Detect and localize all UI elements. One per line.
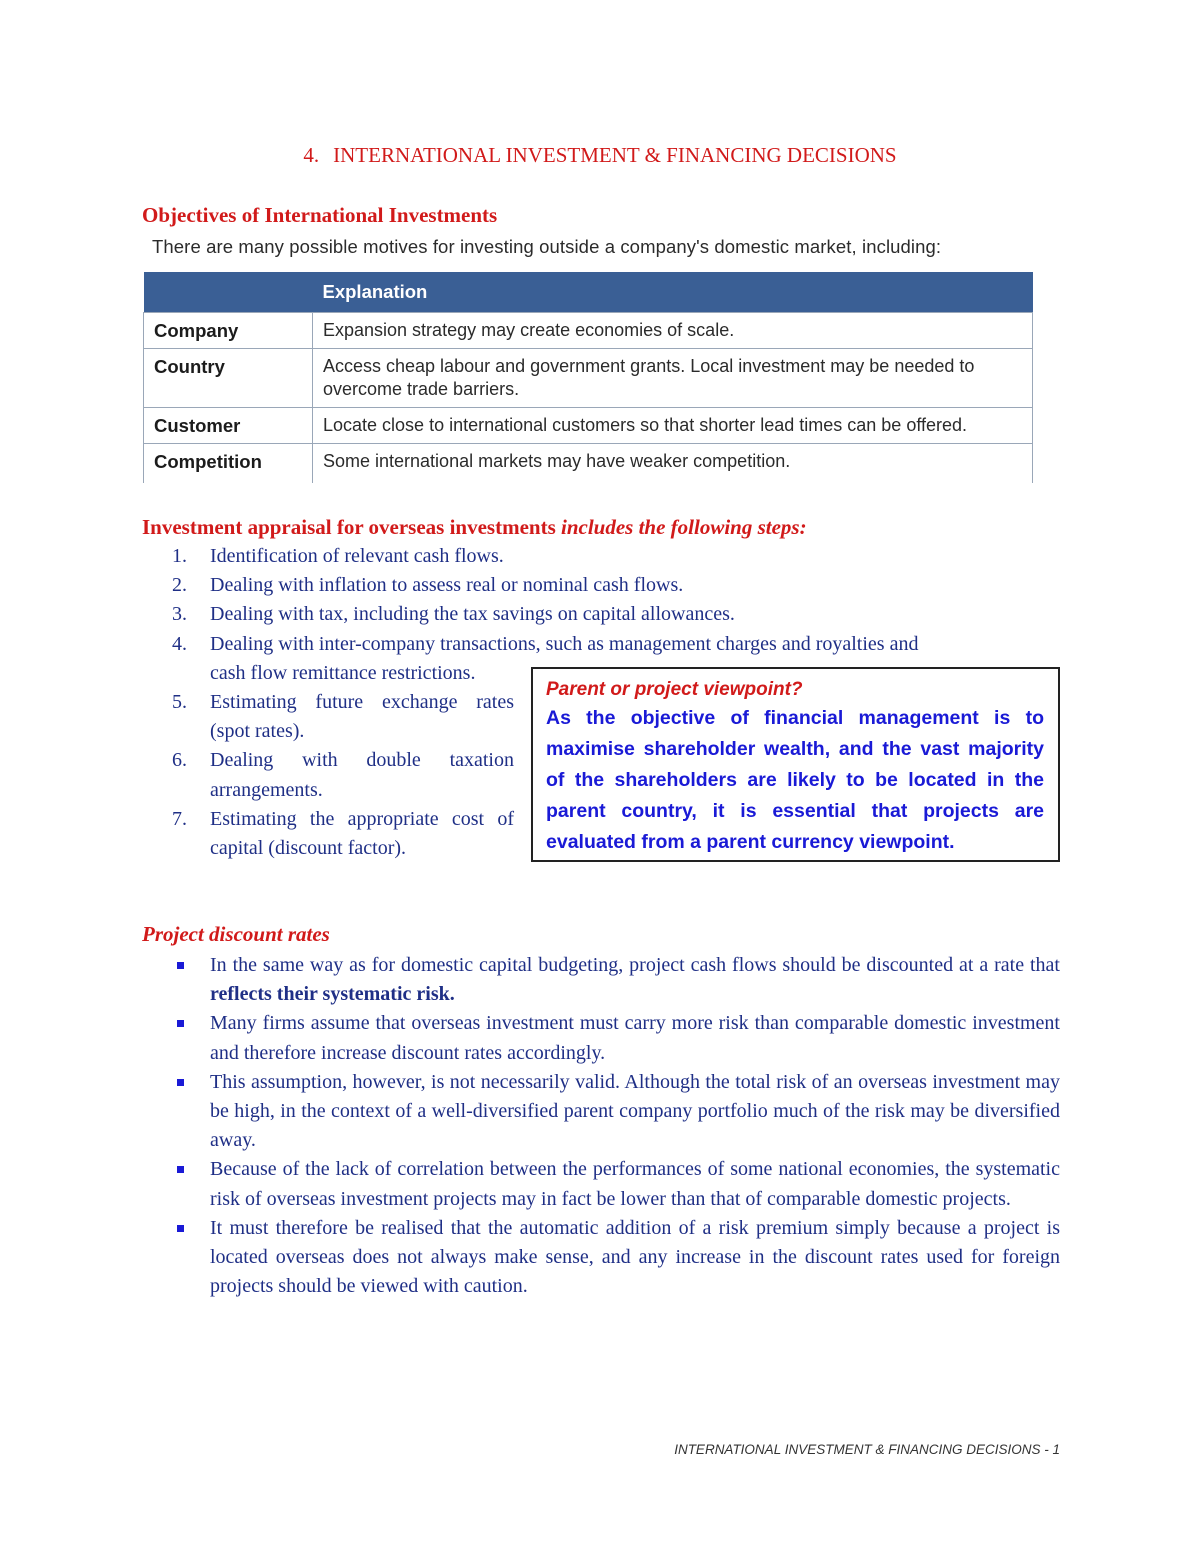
row-key-country: Country [144, 349, 313, 408]
appraisal-title [142, 515, 807, 540]
bullet-text: Because of the lack of correlation between the performances of some national economies, the systematic risk of overseas investment projects may in fact be lower than that of comparable domestic projects. [210, 1158, 1060, 1210]
heading-number: 4. [303, 143, 320, 167]
row-key-company: Company [144, 313, 313, 349]
viewpoint-callout-box [531, 667, 1060, 862]
table-header-blank [144, 272, 313, 313]
row-key-customer: Customer [144, 408, 313, 444]
step-text: Identification of relevant cash flows. [210, 545, 504, 567]
bullet-bold-text: reflects their systematic risk. [210, 983, 455, 1006]
step-text: Dealing with inflation to assess real or nominal cash flows. [210, 574, 684, 597]
row-explanation-country: Access cheap labour and government grants. Local investment may be needed to overcome trade barriers. [313, 349, 1033, 408]
bullet-square-icon [177, 962, 184, 969]
table-row [144, 349, 1033, 408]
bullet-square-icon [177, 1079, 184, 1086]
table-row [144, 313, 1033, 349]
step-number: 2. [172, 574, 187, 597]
step-text-line1: Dealing with inter-company transactions, such as management charges and royalties and [210, 632, 919, 655]
discount-rates-list [172, 951, 1060, 1301]
step-text: Dealing with double taxation arrangements. [210, 749, 514, 801]
list-item [172, 1155, 1060, 1213]
discount-rates-title: Project discount rates [142, 922, 330, 946]
list-item [172, 542, 1060, 571]
step-number: 3. [172, 603, 187, 626]
motives-table [143, 272, 1033, 483]
bullet-square-icon [177, 1166, 184, 1173]
list-item [172, 1068, 1060, 1156]
row-explanation-competition: Some international markets may have weaker competition. [313, 444, 1033, 484]
objectives-intro: There are many possible motives for investing outside a company's domestic market, including: [152, 236, 942, 257]
callout-title: Parent or project viewpoint? [546, 679, 803, 700]
bullet-text: It must therefore be realised that the automatic addition of a risk premium simply because a project is located overseas does not always make sense, and any increase in the discount rates used for foreign projects should be viewed with caution. [210, 1216, 1060, 1298]
appraisal-title-plain: Investment appraisal for overseas investments [142, 515, 561, 539]
callout-body: As the objective of financial management is to maximise shareholder wealth, and the vast majority of the shareholders are likely to be located in the parent country, it is essential that projects are evaluated from a parent currency viewpoint. [546, 707, 1044, 853]
objectives-title: Objectives of International Investments [142, 203, 498, 227]
step-text: Estimating future exchange rates (spot rates). [210, 691, 514, 743]
step-text-rest: cash flow remittance restrictions. [210, 661, 476, 684]
step-number: 1. [172, 545, 187, 567]
step-text: Estimating the appropriate cost of capital (discount factor). [210, 807, 514, 860]
heading-text: INTERNATIONAL INVESTMENT & FINANCING DECISIONS [333, 143, 897, 167]
step-number: 6. [172, 749, 187, 772]
appraisal-title-italic: includes the following steps: [561, 515, 807, 539]
page-footer: INTERNATIONAL INVESTMENT & FINANCING DECISIONS - 1 [674, 1442, 1060, 1457]
row-explanation-company: Expansion strategy may create economies of scale. [313, 313, 1033, 349]
step-number: 5. [172, 691, 187, 714]
bullet-text: In the same way as for domestic capital budgeting, project cash flows should be discounted at a rate that [210, 954, 1060, 976]
step-number: 4. [172, 632, 187, 655]
list-item [172, 688, 514, 746]
table-header-explanation: Explanation [313, 272, 1033, 313]
row-explanation-customer: Locate close to international customers so that shorter lead times can be offered. [313, 408, 1033, 444]
list-item [172, 600, 1060, 629]
list-item [172, 951, 1060, 1009]
table-header-row [144, 272, 1033, 313]
list-item [172, 1009, 1060, 1067]
list-item [172, 805, 514, 863]
step-number: 7. [172, 807, 187, 830]
bullet-text: Many firms assume that overseas investment must carry more risk than comparable domestic investment and therefore increase discount rates accordingly. [210, 1012, 1060, 1064]
list-item [172, 1214, 1060, 1302]
row-key-competition: Competition [144, 444, 313, 484]
table-row [144, 408, 1033, 444]
list-item [172, 746, 514, 804]
table-row [144, 444, 1033, 484]
bullet-square-icon [177, 1020, 184, 1027]
page-heading [0, 143, 1200, 168]
bullet-text: This assumption, however, is not necessarily valid. Although the total risk of an overseas investment may be high, in the context of a well-diversified parent company portfolio much of the risk may be diversified away. [210, 1070, 1060, 1152]
step-text: Dealing with tax, including the tax savings on capital allowances. [210, 603, 735, 626]
list-item [172, 571, 1060, 600]
bullet-square-icon [177, 1225, 184, 1232]
